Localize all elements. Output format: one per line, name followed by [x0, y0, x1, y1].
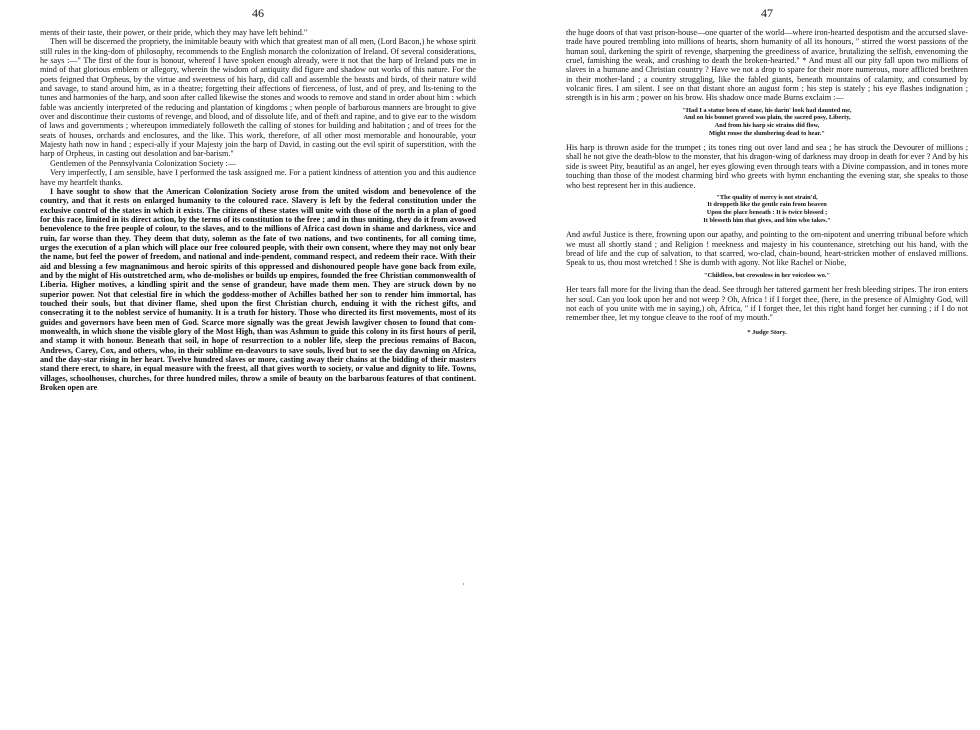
verse-quote-niobe — [566, 272, 968, 280]
margin-mark: · — [462, 580, 465, 589]
paragraph: Gentlemen of the Pennsylvania Colonization Society :— — [50, 158, 237, 168]
paragraph: I have sought to show that the American Colonization Society arose from the united wisdom and benevolence of the country, and that it rests on enlarged humanity to the coloured race. Slavery is left by the federal constitution under the exclusive control of the states in which it exists. The citizens of these states will unite with those of the north in a plan of good for this race, limited in its direct action, by the terms of its constitution to the free ; and in thus uniting, they do it from avowed benevolence to the free people of colour, to the slaves, and to the millions of Africa cast down in shame and darkness, vice and ruin, far worse than they. They deem that duty, solemn as the fate of two nations, and two continents, for all coming time, urges the execution of a plan which will place our free coloured people, with their own consent, where they may not only bear the name, but feel the power of freedom, and national and inde-pendent, command respect, and redeem their race. With their aid and blessing a few magnanimous and heroic spirits of this oppressed and dishonoured people have gone back from exile, and by the might of His outstretched arm, who de-molishes or builds up empires, founded the free Christian commonwealth of Liberia. Higher motives, a kindling spirit and the sense of grandeur, have made them men. They are struck down by no superior power. Not that celestial fire in which the goddess-mother of Achilles bathed her son to render him immortal, has touched their souls, but that diviner flame, shed upon the first Christian church, enduing it with the richest gifts, and consecrating it to the noblest service of humanity. It is a truth for history. Those who directed its first movements, most of its guides and governors have been men of God. Scarce more signally was the great Jewish lawgiver chosen to found that com-monwealth, in which shone the visible glory of the Most High, than was Ashmun to guide this colony in its first hours of peril, and stamp it with honour. Beneath that soil, in hope of resurrection to a nobler life, sleep the precious remains of Bacon, Andrews, Carey, Cox, and others, who, in their sublime en-deavours to save souls, lived but to see the day dawning on Africa, and the day-star rising in her heart. Twelve hundred slaves or more, casting away their chains at the bidding of their masters stand there erect, to share, in equal measure with the freest, all that gives worth to society, or value and dignity to life. Towns, villages, schoolhouses, churches, for three hundred miles, throw a smile of beauty on the barbarous features of that continent. Broken open are — [40, 186, 476, 393]
right-page — [490, 0, 980, 730]
verse-line: "Had I a statue been of stane, his darin' look had daunted me, — [682, 106, 852, 114]
paragraph: ments of their taste, their power, or their pride, which they may have left behind." — [40, 28, 308, 37]
verse-quote-mercy — [566, 194, 968, 224]
page-number: 46 — [252, 6, 264, 20]
verse-line: Upon the place beneath : It is twice blessed ; — [706, 209, 828, 217]
footnote: * Judge Story. — [747, 328, 787, 336]
verse-line: And on his bonnet graved was plain, the sacred posy, Liberty, — [683, 114, 851, 122]
verse-line: It droppeth like the gentle rain from heaven — [707, 201, 827, 209]
right-page-text — [566, 28, 968, 336]
verse-line: It blesseth him that gives, and him who takes." — [703, 216, 831, 224]
paragraph: And awful Justice is there, frowning upon our apathy, and pointing to the om-nipotent and unerring tribunal before which we must all shortly stand ; and Religion ! meekness and majesty in his countenance, stretching out his hand, with the bread of life and the cup of salvation, to that scarred, wo-clad, chain-bound, heart-stricken mother of enslaved millions. Speak to us, thou most wretched ! She is dumb with agony. Not like Rachel or Niobe, — [566, 230, 968, 268]
verse-line: And from his harp sic strains did flow, — [714, 121, 820, 129]
left-page-text — [40, 28, 476, 392]
page-number: 47 — [761, 6, 773, 20]
verse-line: Might rouse the slumbering dead to hear." — [709, 129, 825, 137]
paragraph: Then will be discerned the propriety, the inimitable beauty with which that greatest man of all men, (Lord Bacon,) he whose spirit still rules in the king-dom of philosophy, recommends to the English monarch the colonization of Ireland. Of several considerations, he says :—" The first of the four is honour, whereof I have spoken enough already, were it not that the harp of Ireland puts me in mind of that glorious emblem or allegory, wherein the wisdom of antiquity did figure and shadow out works of this nature. For the poets feigned that Orpheus, by the virtue and sweetness of his harp, did call and assemble the beasts and birds, of their nature wild and savage, to stand around him, as in a theatre; forgetting their affections of fierceness, of lust, and of prey, and lis-tening to the tunes and harmonies of the harp, and soon after called likewise the stones and woods to remove and stand in order about him : which fable was anciently interpreted of the reducing and plantation of kingdoms ; when people of barbarous manners are brought to give over and discontinue their customs of revenge, and blood, and of dissolute life, and of theft and rapine, and to give ear to the wisdom of laws and governments ; whereupon immediately followeth the calling of stones for building and habitation ; and of trees for the seats of houses, orchards and enclosures, and the like. This work, therefore, of all other most memorable and honourable, your Majesty hath now in hand ; especi-ally if your Majesty join the harp of David, in casting out the evil spirit of superstition, with the harp of Orpheus, in casting out desolation and bar-barism." — [40, 37, 476, 159]
verse-line: "Childless, but crownless in her voiceless wo." — [703, 271, 831, 279]
paragraph: His harp is thrown aside for the trumpet ; its tones ring out over land and sea ; he has struck the Devourer of millions ; shall he not give the death-blow to the monster, that his dragon-wing of darkness may droop in death for ever ? And by his side is sweet Pity, beautiful as an angel, her eyes glowing even through tears with a Divine compassion, and in tones more touching than those of the modest charming bird who greets with hymn enchanting the evening star, she speaks to those who best represent her in this audience. — [566, 143, 968, 190]
paragraph: the huge doors of that vast prison-house—one quarter of the world—where iron-hearted despotism and the accursed slave-trade have poured trembling into millions of hearts, shorn humanity of all its honours, " stirred the worst passions of the human soul, darkening the spirit of revenge, sharpening the greediness of avarice, brutalizing the selfish, envenoming the cruel, famishing the weak, and crushing to death the broken-hearted." * And must all our pity fall upon two millions of slaves in a humane and Christian country ? Have we not a drop to spare for their more numerous, more afflicted brethren in their mother-land ; a country struggling, like the fabled giants, beneath mountains of calamity, and consumed by volcanic fires. I am silent. I see on that distant shore an august form ; his step is stately ; his eye flashes indignation ; strength is in his arm ; power on his brow. His shadow once made Burns exclaim :— — [566, 28, 968, 103]
verse-quote-burns — [566, 107, 968, 137]
verse-line: "The quality of mercy is not strain'd, — [716, 193, 818, 201]
paragraph: Very imperfectly, I am sensible, have I performed the task assigned me. For a patient kindness of attention you and this audience have my heartfelt thanks. — [40, 168, 476, 187]
paragraph: Her tears fall more for the living than the dead. See through her tattered garment her fresh bleeding stripes. The iron enters her soul. Can you look upon her and not weep ? Oh, Africa ! if I forget thee, (here, in the presence of Almighty God, will not each of you unite with me in saying,) oh, Africa, " if I forget thee, let this right hand forget her cunning ; if I do not remember thee, let my tongue cleave to the roof of my mouth." — [566, 285, 968, 323]
